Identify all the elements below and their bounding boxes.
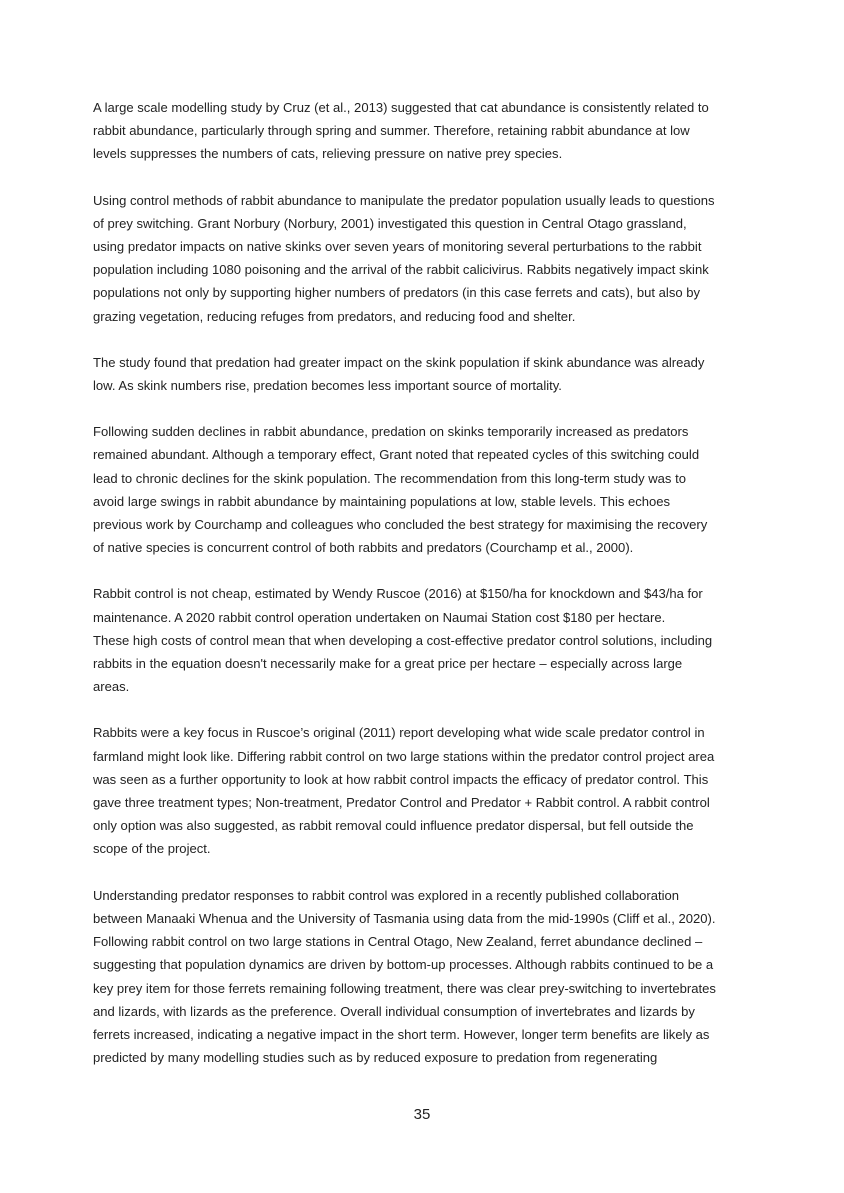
text-line: areas. <box>93 679 130 695</box>
paragraph <box>93 582 753 698</box>
paragraph <box>93 189 753 328</box>
text-line: previous work by Courchamp and colleagues who concluded the best strategy for maximising the recovery <box>93 517 708 533</box>
text-line: key prey item for those ferrets remaining following treatment, there was clear prey-switching to invertebrates <box>93 980 716 996</box>
text-line: A large scale modelling study by Cruz (et al., 2013) suggested that cat abundance is consistently related to <box>93 100 709 115</box>
paragraph <box>93 884 753 1070</box>
text-line: remained abundant. Although a temporary effect, Grant noted that repeated cycles of this switching could <box>93 447 700 463</box>
text-line: Rabbit control is not cheap, estimated by Wendy Ruscoe (2016) at $150/ha for knockdown and $43/ha for <box>93 586 703 602</box>
text-line: and lizards, with lizards as the preference. Overall individual consumption of invertebrates and lizards by <box>93 1003 695 1019</box>
page-number: 35 <box>413 1106 431 1123</box>
text-line: low. As skink numbers rise, predation becomes less important source of mortality. <box>93 378 562 394</box>
text-line: Following rabbit control on two large stations in Central Otago, New Zealand, ferret abundance declined – <box>93 934 703 950</box>
text-line: Using control methods of rabbit abundance to manipulate the predator population usually leads to questions <box>93 192 715 208</box>
text-line: was seen as a further opportunity to look at how rabbit control impacts the efficacy of predator control. This <box>93 771 709 787</box>
text-line: predicted by many modelling studies such as by reduced exposure to predation from regenerating <box>93 1050 658 1066</box>
text-line: avoid large swings in rabbit abundance by maintaining populations at low, stable levels. This echoes <box>93 493 671 509</box>
paragraph <box>93 351 753 397</box>
text-line: suggesting that population dynamics are driven by bottom-up processes. Although rabbits continued to be a <box>93 957 714 973</box>
text-line: rabbit abundance, particularly through spring and summer. Therefore, retaining rabbit abundance at low <box>93 123 690 139</box>
text-line: farmland might look like. Differing rabbit control on two large stations within the predator control project area <box>93 748 715 764</box>
paragraph <box>93 96 753 166</box>
text-line: using predator impacts on native skinks over seven years of monitoring several perturbations to the rabbit <box>93 239 702 255</box>
text-line: The study found that predation had greater impact on the skink population if skink abundance was already <box>93 354 705 370</box>
text-line: between Manaaki Whenua and the University of Tasmania using data from the mid-1990s (Cliff et al., 2020). <box>93 910 716 926</box>
text-line: populations not only by supporting higher numbers of predators (in this case ferrets and cats), but also by <box>93 285 701 301</box>
text-line: These high costs of control mean that when developing a cost-effective predator control solutions, including <box>93 632 713 648</box>
text-line: rabbits in the equation doesn't necessarily make for a great price per hectare – especially across large <box>93 656 683 672</box>
text-line: gave three treatment types; Non-treatment, Predator Control and Predator + Rabbit control. A rabbit control <box>93 795 710 811</box>
text-line: levels suppresses the numbers of cats, relieving pressure on native prey species. <box>93 146 563 162</box>
text-line: population including 1080 poisoning and the arrival of the rabbit calicivirus. Rabbits negatively impact skink <box>93 262 709 278</box>
text-line: lead to chronic declines for the skink population. The recommendation from this long-term study was to <box>93 470 686 486</box>
text-line: Understanding predator responses to rabbit control was explored in a recently published collaboration <box>93 887 680 903</box>
text-line: scope of the project. <box>93 841 211 857</box>
text-line: of native species is concurrent control of both rabbits and predators (Courchamp et al., 2000). <box>93 540 634 556</box>
text-line: Following sudden declines in rabbit abundance, predation on skinks temporarily increased as predators <box>93 424 689 440</box>
text-line: of prey switching. Grant Norbury (Norbury, 2001) investigated this question in Central Otago grassland, <box>93 215 687 231</box>
body-text <box>93 96 753 1092</box>
paragraph <box>93 721 753 860</box>
paragraph <box>93 420 753 559</box>
text-line: Rabbits were a key focus in Ruscoe’s original (2011) report developing what wide scale predator control in <box>93 725 705 741</box>
text-line: maintenance. A 2020 rabbit control operation undertaken on Naumai Station cost $180 per hectare. <box>93 609 666 625</box>
text-line: only option was also suggested, as rabbit removal could influence predator dispersal, but fell outside the <box>93 818 694 834</box>
text-line: ferrets increased, indicating a negative impact in the short term. However, longer term benefits are likely as <box>93 1026 710 1042</box>
text-line: grazing vegetation, reducing refuges from predators, and reducing food and shelter. <box>93 308 576 324</box>
